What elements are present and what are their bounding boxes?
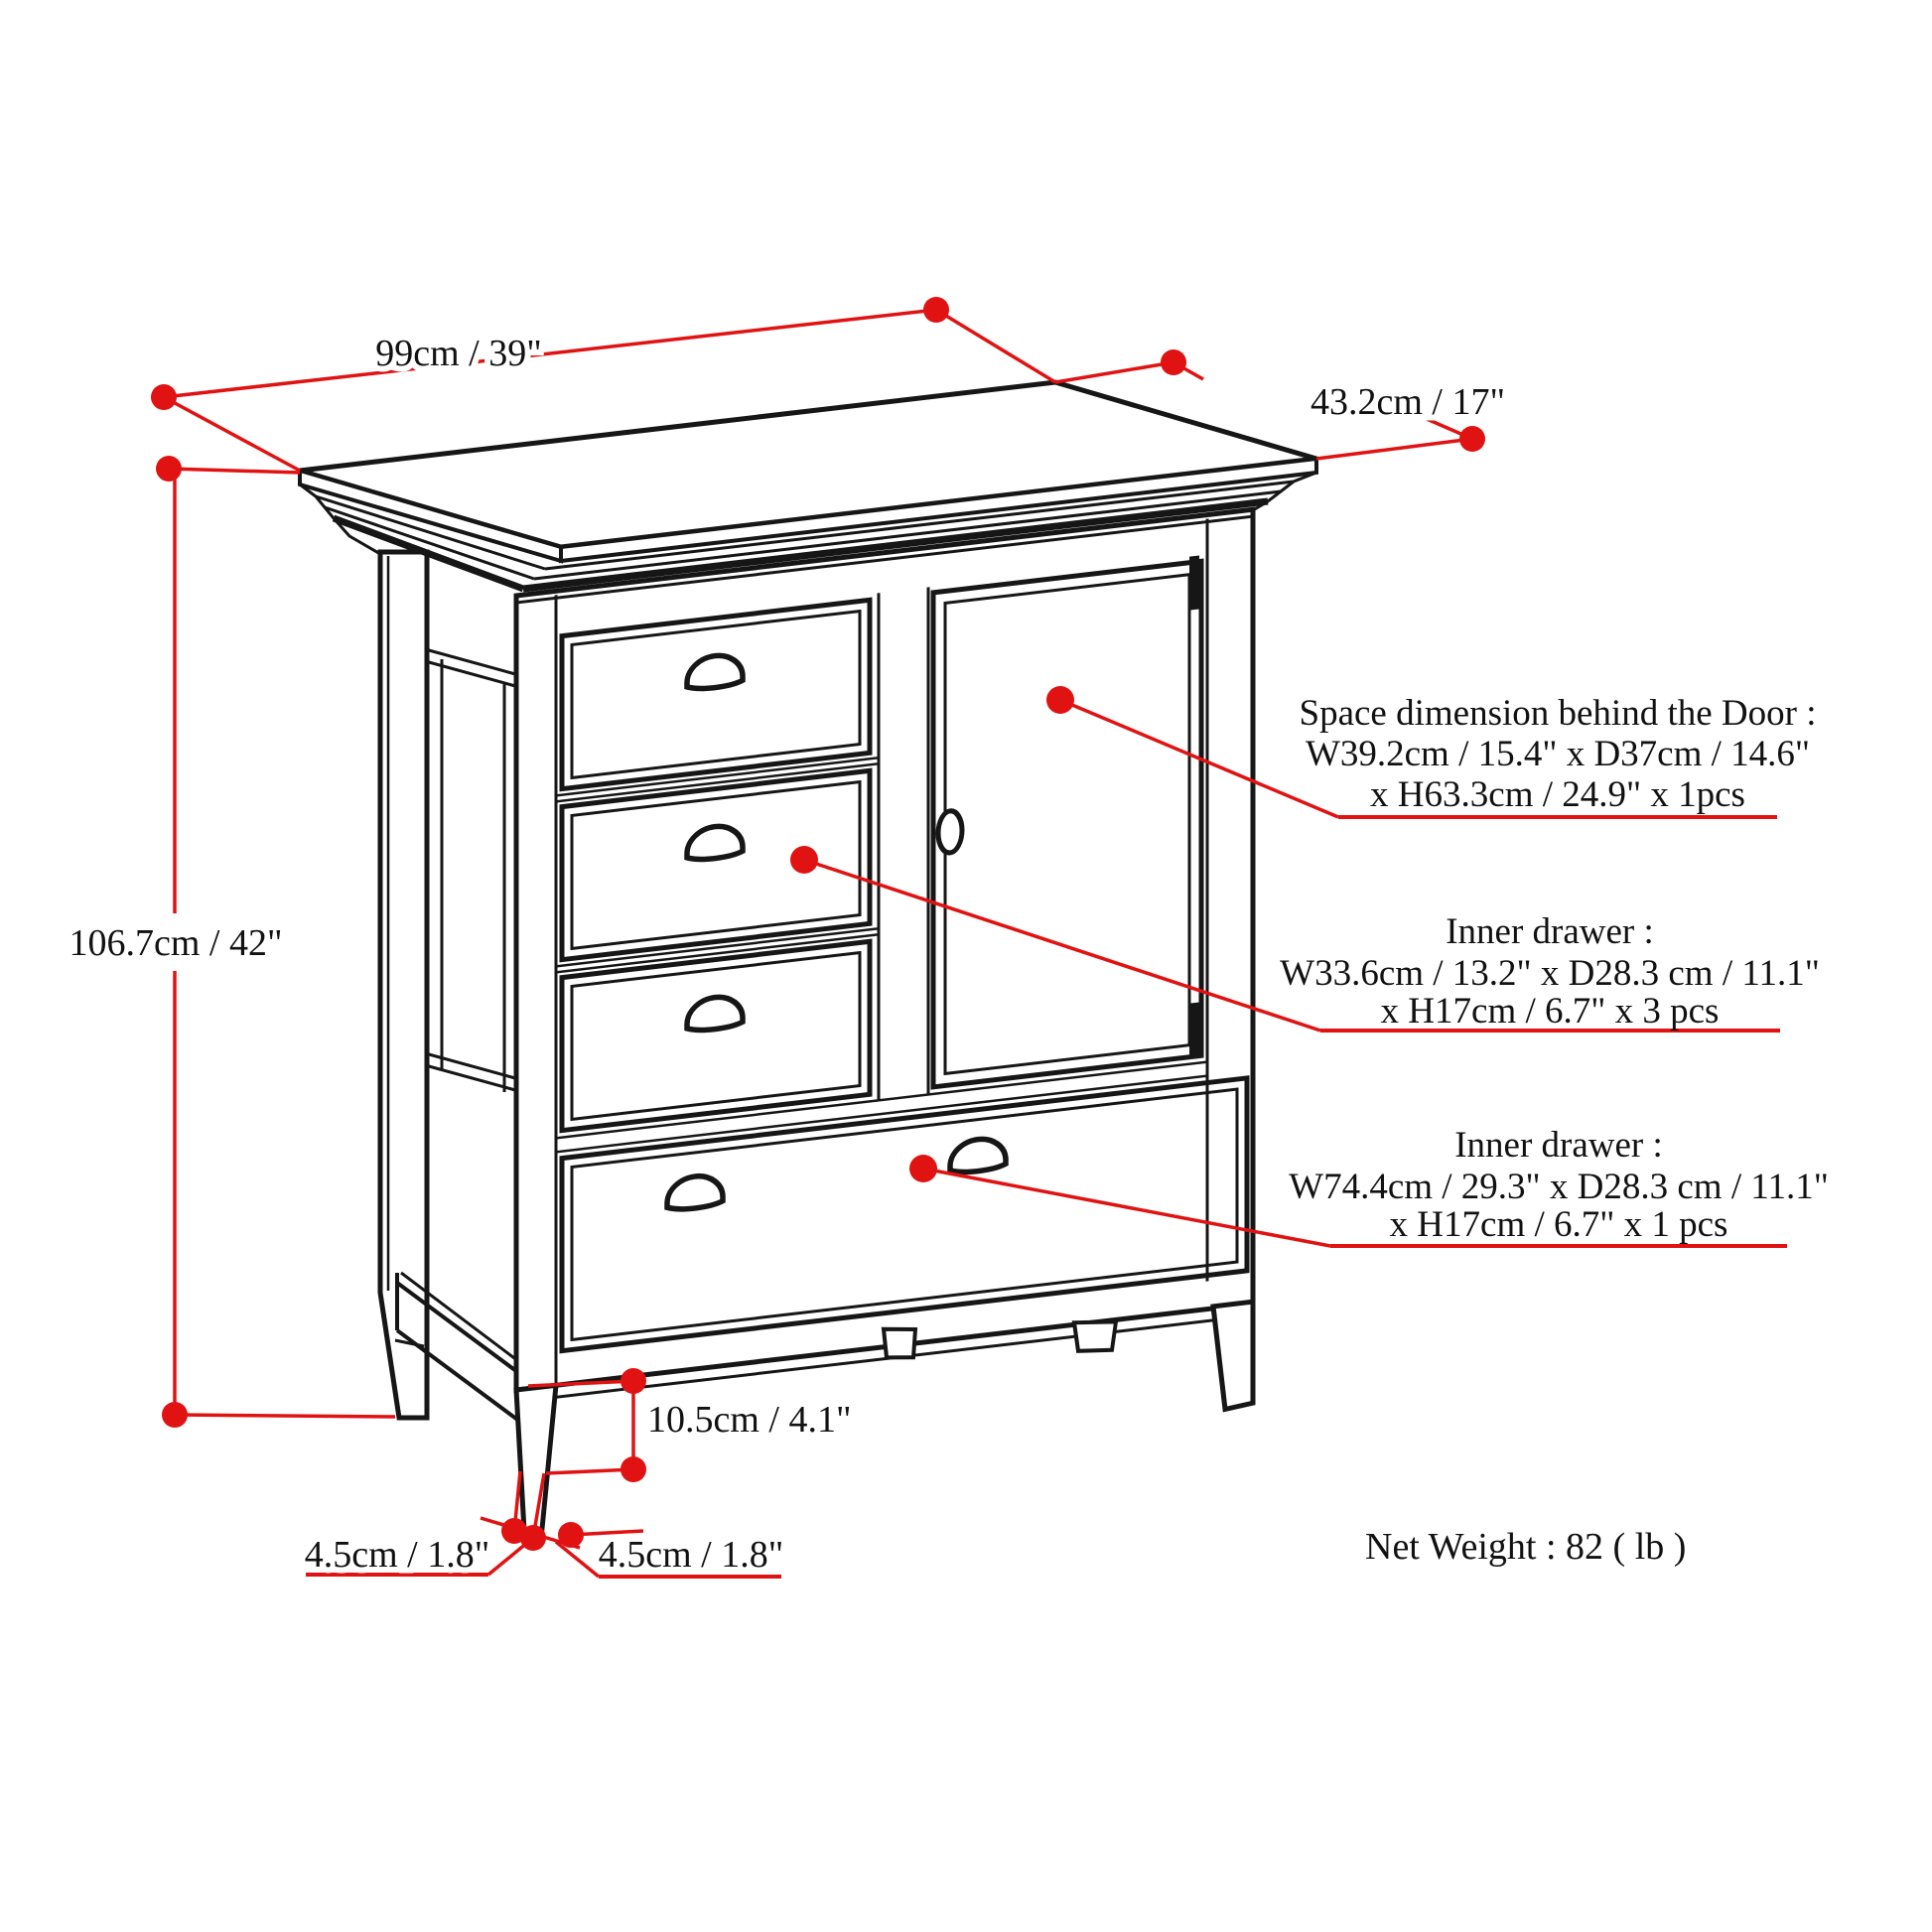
door-hinge-bottom bbox=[1189, 1003, 1199, 1057]
net-weight-label: Net Weight : 82 ( lb ) bbox=[1365, 1526, 1687, 1568]
dot-foot-c bbox=[558, 1522, 584, 1548]
inner-drawer-small-annotation bbox=[1280, 911, 1820, 1032]
left-foot-dimension-label: 4.5cm / 1.8" bbox=[304, 1534, 490, 1576]
inner-drawer-large-annotation bbox=[1289, 1125, 1829, 1245]
back-foot-right bbox=[1074, 1317, 1116, 1354]
back-foot-left bbox=[884, 1325, 915, 1361]
inner-drawer-small-line3: x H17cm / 6.7" x 3 pcs bbox=[1380, 991, 1720, 1032]
depth-dimension-label: 43.2cm / 17" bbox=[1311, 381, 1505, 423]
front-right-leg bbox=[1213, 1302, 1253, 1411]
height-dimension-label: 106.7cm / 42" bbox=[69, 922, 283, 964]
dot-height-top bbox=[156, 456, 182, 482]
inner-drawer-small-line1: Inner drawer : bbox=[1446, 911, 1654, 952]
dot-inner-drawer-small bbox=[790, 846, 818, 874]
dot-width-right bbox=[923, 297, 949, 323]
dot-foot-b bbox=[520, 1525, 546, 1551]
door-space-line3: x H63.3cm / 24.9" x 1pcs bbox=[1370, 774, 1745, 815]
inner-drawer-large-line1: Inner drawer : bbox=[1454, 1125, 1663, 1166]
dot-width-left bbox=[151, 384, 177, 410]
width-dimension-label: 99cm / 39" bbox=[375, 333, 542, 374]
door-hinge-top bbox=[1189, 556, 1199, 611]
cabinet-left-side bbox=[380, 552, 522, 1422]
leg-height-dimension-label: 10.5cm / 4.1" bbox=[647, 1399, 852, 1441]
inner-drawer-large-line3: x H17cm / 6.7" x 1 pcs bbox=[1389, 1204, 1728, 1245]
inner-drawer-small-line2: W33.6cm / 13.2" x D28.3 cm / 11.1" bbox=[1280, 953, 1820, 994]
dot-leg-bottom bbox=[621, 1456, 646, 1482]
door-space-line1: Space dimension behind the Door : bbox=[1299, 693, 1817, 734]
dot-inner-drawer-large bbox=[909, 1155, 937, 1182]
annotation-blocks bbox=[1280, 693, 1829, 1245]
dot-depth-back bbox=[1161, 349, 1186, 375]
inner-drawer-large-line2: W74.4cm / 29.3" x D28.3 cm / 11.1" bbox=[1289, 1167, 1829, 1207]
dot-door-space bbox=[1046, 686, 1074, 714]
door-space-line2: W39.2cm / 15.4" x D37cm / 14.6" bbox=[1305, 734, 1811, 774]
door-space-annotation bbox=[1300, 693, 1817, 815]
dot-leg-top bbox=[621, 1368, 646, 1394]
right-foot-dimension-label: 4.5cm / 1.8" bbox=[598, 1534, 784, 1576]
door-knob bbox=[938, 809, 962, 854]
dot-depth-front bbox=[1459, 426, 1485, 452]
dot-height-bottom bbox=[162, 1402, 188, 1428]
